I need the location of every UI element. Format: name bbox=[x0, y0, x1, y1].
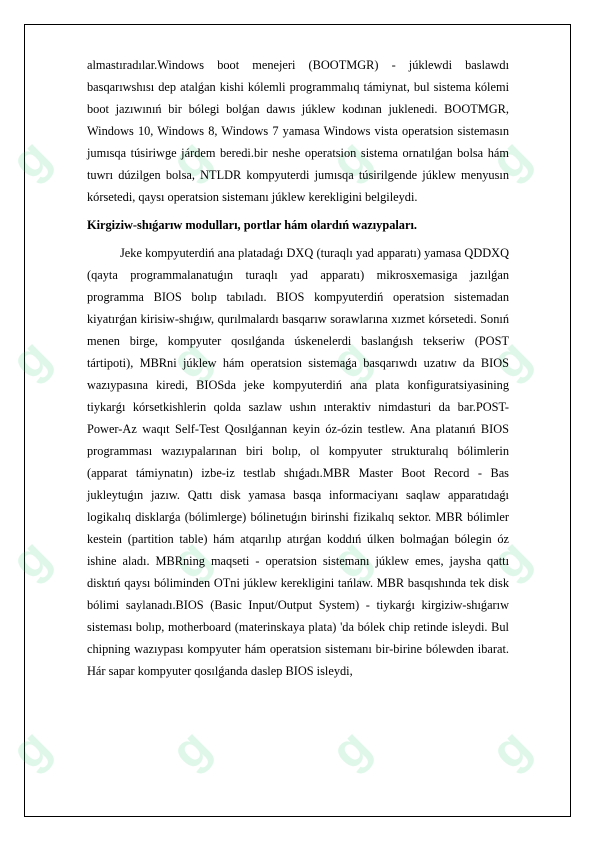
watermark-glyph: g bbox=[479, 528, 541, 590]
watermark-glyph: g bbox=[479, 328, 541, 390]
paragraph-continuation: almastıradılar.Windows boot menejeri (BOOTMGR) - júklewdi baslawdı basqarıwshısı dep atalǵan kishi kólemli programmalıq támiynat, bul sistema kólemi boot jazıwınıń bir bólegi bolǵan dawıs júklew kodınan juklenedi. BOOTMGR, Windows 10, Windows 8, Windows 7 yamasa Windows vista operatsion sistemasın jumısqa túsiriwge járdem beredi.bir neshe operatsion sistema ornatılǵan bolsa hám tuwrı dúzilgen bolsa, NTLDR kompyuterdi jumısqa túsirilgende júklew menyusın kórsetedi, qaysı operatsion sistemanı júklew kerekligini belgileydi. bbox=[87, 58, 509, 204]
watermark-glyph: g bbox=[159, 328, 221, 390]
watermark-glyph: g bbox=[159, 128, 221, 190]
watermark-glyph: g bbox=[319, 128, 381, 190]
watermark-glyph: g bbox=[319, 718, 381, 780]
watermark-glyph: g bbox=[0, 718, 61, 780]
watermark-glyph: g bbox=[0, 328, 61, 390]
watermark-glyph: g bbox=[319, 328, 381, 390]
paragraph-bios: Jeke kompyuterdiń ana platadaǵı DXQ (turaqlı yad apparatı) yamasa QDDXQ (qayta programmalanatuǵın turaqlı yad apparatı) mikrosxemasiga jazılǵan programma BIOS bolıp tabıladı. BIOS kompyuterdiń operatsion sistemadan kiyatırǵan kirisiw-shıǵıw, qurılmalardı basqarıw sorawlarına xızmet kórsetedi. Sonıń menen birge, kompyuter qosılǵanda úskenelerdi baslanǵısh tekseriw (POST tártipoti), MBRni júklew hám operatsion sistemaǵa basqarıwdı uzatıw da BIOS wazıypasına kiredi, BIOSda jeke kompyuterdiń ana plata konfiguratsiyasining tiykarǵı kórsetkishlerin qolda sazlaw ushın ınteraktiv nimdasturi da bar.POST-Power-Az waqıt Self-Test Qosılǵannan keyin óz-ózin testlew. Ana platanıń BIOS programması wazıypalarınan biri bolıp, ol kompyuter strukturalıq bólimlerin (apparat támiynatın) izbe-iz testlab shıǵadı.MBR Master Boot Record - Bas jukleytuǵın jazıw. Qattı disk yamasa basqa informaciyanı saqlaw apparatıdaǵı logikalıq disklarǵa (bólimlerge) bólinetuǵın birinshi fizikalıq sektor. MBR bólimler kestein (partition table) hám atqarılıp atırǵan koddıń úlken bolmaǵan bólegin óz ishine aladı. MBRning maqseti - operatsion sistemanı júklew emes, jaysha qattı disktıń qaysı bóliminden OTni júklew kerekligini tańlaw. MBR basqıshında tek disk bólimi saylanadı.BIOS (Basic Input/Output System) - tiykarǵı kirgiziw-shıǵarıw sisteması bolıp, motherboard (materinskaya plata) 'da bólek chip retinde isleydi. Bul chipning wazıypası kompyuter hám operatsion sistemanı bir-birine bólewden ibarat. Hár sapar kompyuter qosılǵanda daslep BIOS isleydi, bbox=[87, 246, 509, 678]
watermark-glyph: g bbox=[159, 718, 221, 780]
watermark-glyph: g bbox=[159, 528, 221, 590]
watermark-glyph: g bbox=[319, 528, 381, 590]
watermark-glyph: g bbox=[479, 128, 541, 190]
watermark-glyph: g bbox=[0, 528, 61, 590]
section-heading: Kirgiziw-shıǵarıw modulları, portlar hám olardıń wazıypaları. bbox=[87, 218, 417, 232]
watermark-glyph: g bbox=[479, 718, 541, 780]
watermark-glyph: g bbox=[0, 128, 61, 190]
document-body bbox=[87, 54, 509, 682]
